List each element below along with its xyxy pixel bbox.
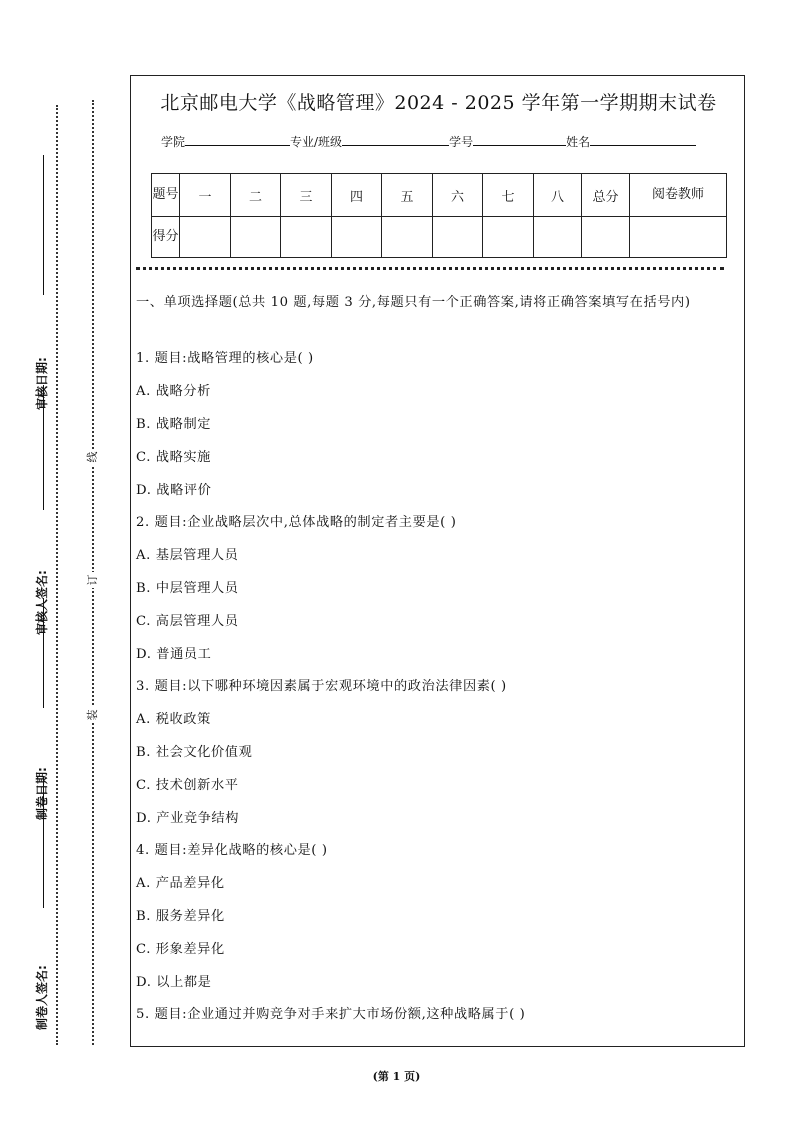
score-col-header: 一 bbox=[180, 174, 231, 217]
score-cell[interactable] bbox=[382, 217, 433, 258]
cut-mark-fold: 装 bbox=[86, 707, 100, 723]
answer-option: A. 产品差异化 bbox=[136, 876, 225, 891]
binding-margin bbox=[0, 0, 130, 1122]
answer-option: A. 基层管理人员 bbox=[136, 548, 239, 563]
exam-title: 北京邮电大学《战略管理》2024 - 2025 学年第一学期期末试卷 bbox=[160, 92, 717, 114]
answer-option: D. 以上都是 bbox=[136, 975, 212, 990]
answer-option: A. 税收政策 bbox=[136, 712, 211, 727]
score-col-header: 七 bbox=[483, 174, 534, 217]
score-cell[interactable] bbox=[582, 217, 630, 258]
grader-label: 阅卷教师 bbox=[630, 174, 727, 217]
review-date-label: 审核日期: bbox=[35, 357, 49, 410]
score-cell[interactable] bbox=[332, 217, 382, 258]
answer-option: D. 战略评价 bbox=[136, 483, 212, 498]
score-cell[interactable] bbox=[281, 217, 332, 258]
answer-option: A. 战略分析 bbox=[136, 384, 211, 399]
score-cell[interactable] bbox=[630, 217, 727, 258]
dotted-separator bbox=[136, 267, 724, 270]
name-field[interactable] bbox=[590, 133, 696, 146]
score-col-header: 二 bbox=[231, 174, 281, 217]
major-class-label: 专业/班级 bbox=[290, 135, 343, 149]
student-no-label: 学号 bbox=[449, 135, 474, 149]
score-col-header: 总分 bbox=[582, 174, 630, 217]
make-date-label: 制卷日期: bbox=[35, 767, 49, 820]
question-stem: 3. 题目:以下哪种环境因素属于宏观环境中的政治法律因素( ) bbox=[136, 679, 507, 694]
score-cell[interactable] bbox=[180, 217, 231, 258]
college-label: 学院 bbox=[161, 135, 186, 149]
score-col-header: 四 bbox=[332, 174, 382, 217]
score-cell[interactable] bbox=[534, 217, 582, 258]
answer-option: B. 社会文化价值观 bbox=[136, 745, 253, 760]
score-col-header: 八 bbox=[534, 174, 582, 217]
cut-mark-line: 线 bbox=[86, 449, 100, 465]
answer-option: C. 高层管理人员 bbox=[136, 614, 239, 629]
answer-option: C. 战略实施 bbox=[136, 450, 211, 465]
question-stem: 5. 题目:企业通过并购竞争对手来扩大市场份额,这种战略属于( ) bbox=[136, 1007, 526, 1022]
score-cell[interactable] bbox=[483, 217, 534, 258]
major-class-field[interactable] bbox=[342, 133, 449, 146]
score-table bbox=[151, 173, 727, 258]
question-stem: 4. 题目:差异化战略的核心是( ) bbox=[136, 843, 328, 858]
page-number: (第 1 页) bbox=[372, 1070, 421, 1083]
answer-option: D. 普通员工 bbox=[136, 647, 212, 662]
question-number-label: 题号 bbox=[152, 174, 180, 217]
answer-option: D. 产业竞争结构 bbox=[136, 811, 240, 826]
student-no-field[interactable] bbox=[473, 133, 566, 146]
question-stem: 2. 题目:企业战略层次中,总体战略的制定者主要是( ) bbox=[136, 515, 457, 530]
question-stem: 1. 题目:战略管理的核心是( ) bbox=[136, 351, 314, 366]
maker-sign-label: 制卷人签名: bbox=[35, 965, 49, 1030]
student-info-row bbox=[161, 133, 696, 150]
score-table-score-row bbox=[152, 217, 727, 258]
section-heading: 一、单项选择题(总共 10 题,每题 3 分,每题只有一个正确答案,请将正确答案填写在括号内) bbox=[136, 295, 691, 310]
score-col-header: 六 bbox=[433, 174, 483, 217]
score-col-header: 三 bbox=[281, 174, 332, 217]
cut-mark-bind: 订 bbox=[86, 572, 100, 588]
answer-option: B. 中层管理人员 bbox=[136, 581, 239, 596]
left-dotted-line bbox=[56, 105, 58, 1045]
answer-option: B. 服务差异化 bbox=[136, 909, 225, 924]
answer-option: B. 战略制定 bbox=[136, 417, 212, 432]
name-label: 姓名 bbox=[566, 135, 591, 149]
score-table-header-row bbox=[152, 174, 727, 217]
score-cell[interactable] bbox=[433, 217, 483, 258]
score-cell[interactable] bbox=[231, 217, 281, 258]
exam-frame bbox=[130, 75, 745, 1047]
reviewer-sign-label: 审核人签名: bbox=[35, 570, 49, 635]
score-col-header: 五 bbox=[382, 174, 433, 217]
answer-option: C. 技术创新水平 bbox=[136, 778, 239, 793]
college-field[interactable] bbox=[185, 133, 290, 146]
score-row-label: 得分 bbox=[152, 217, 180, 258]
answer-option: C. 形象差异化 bbox=[136, 942, 225, 957]
